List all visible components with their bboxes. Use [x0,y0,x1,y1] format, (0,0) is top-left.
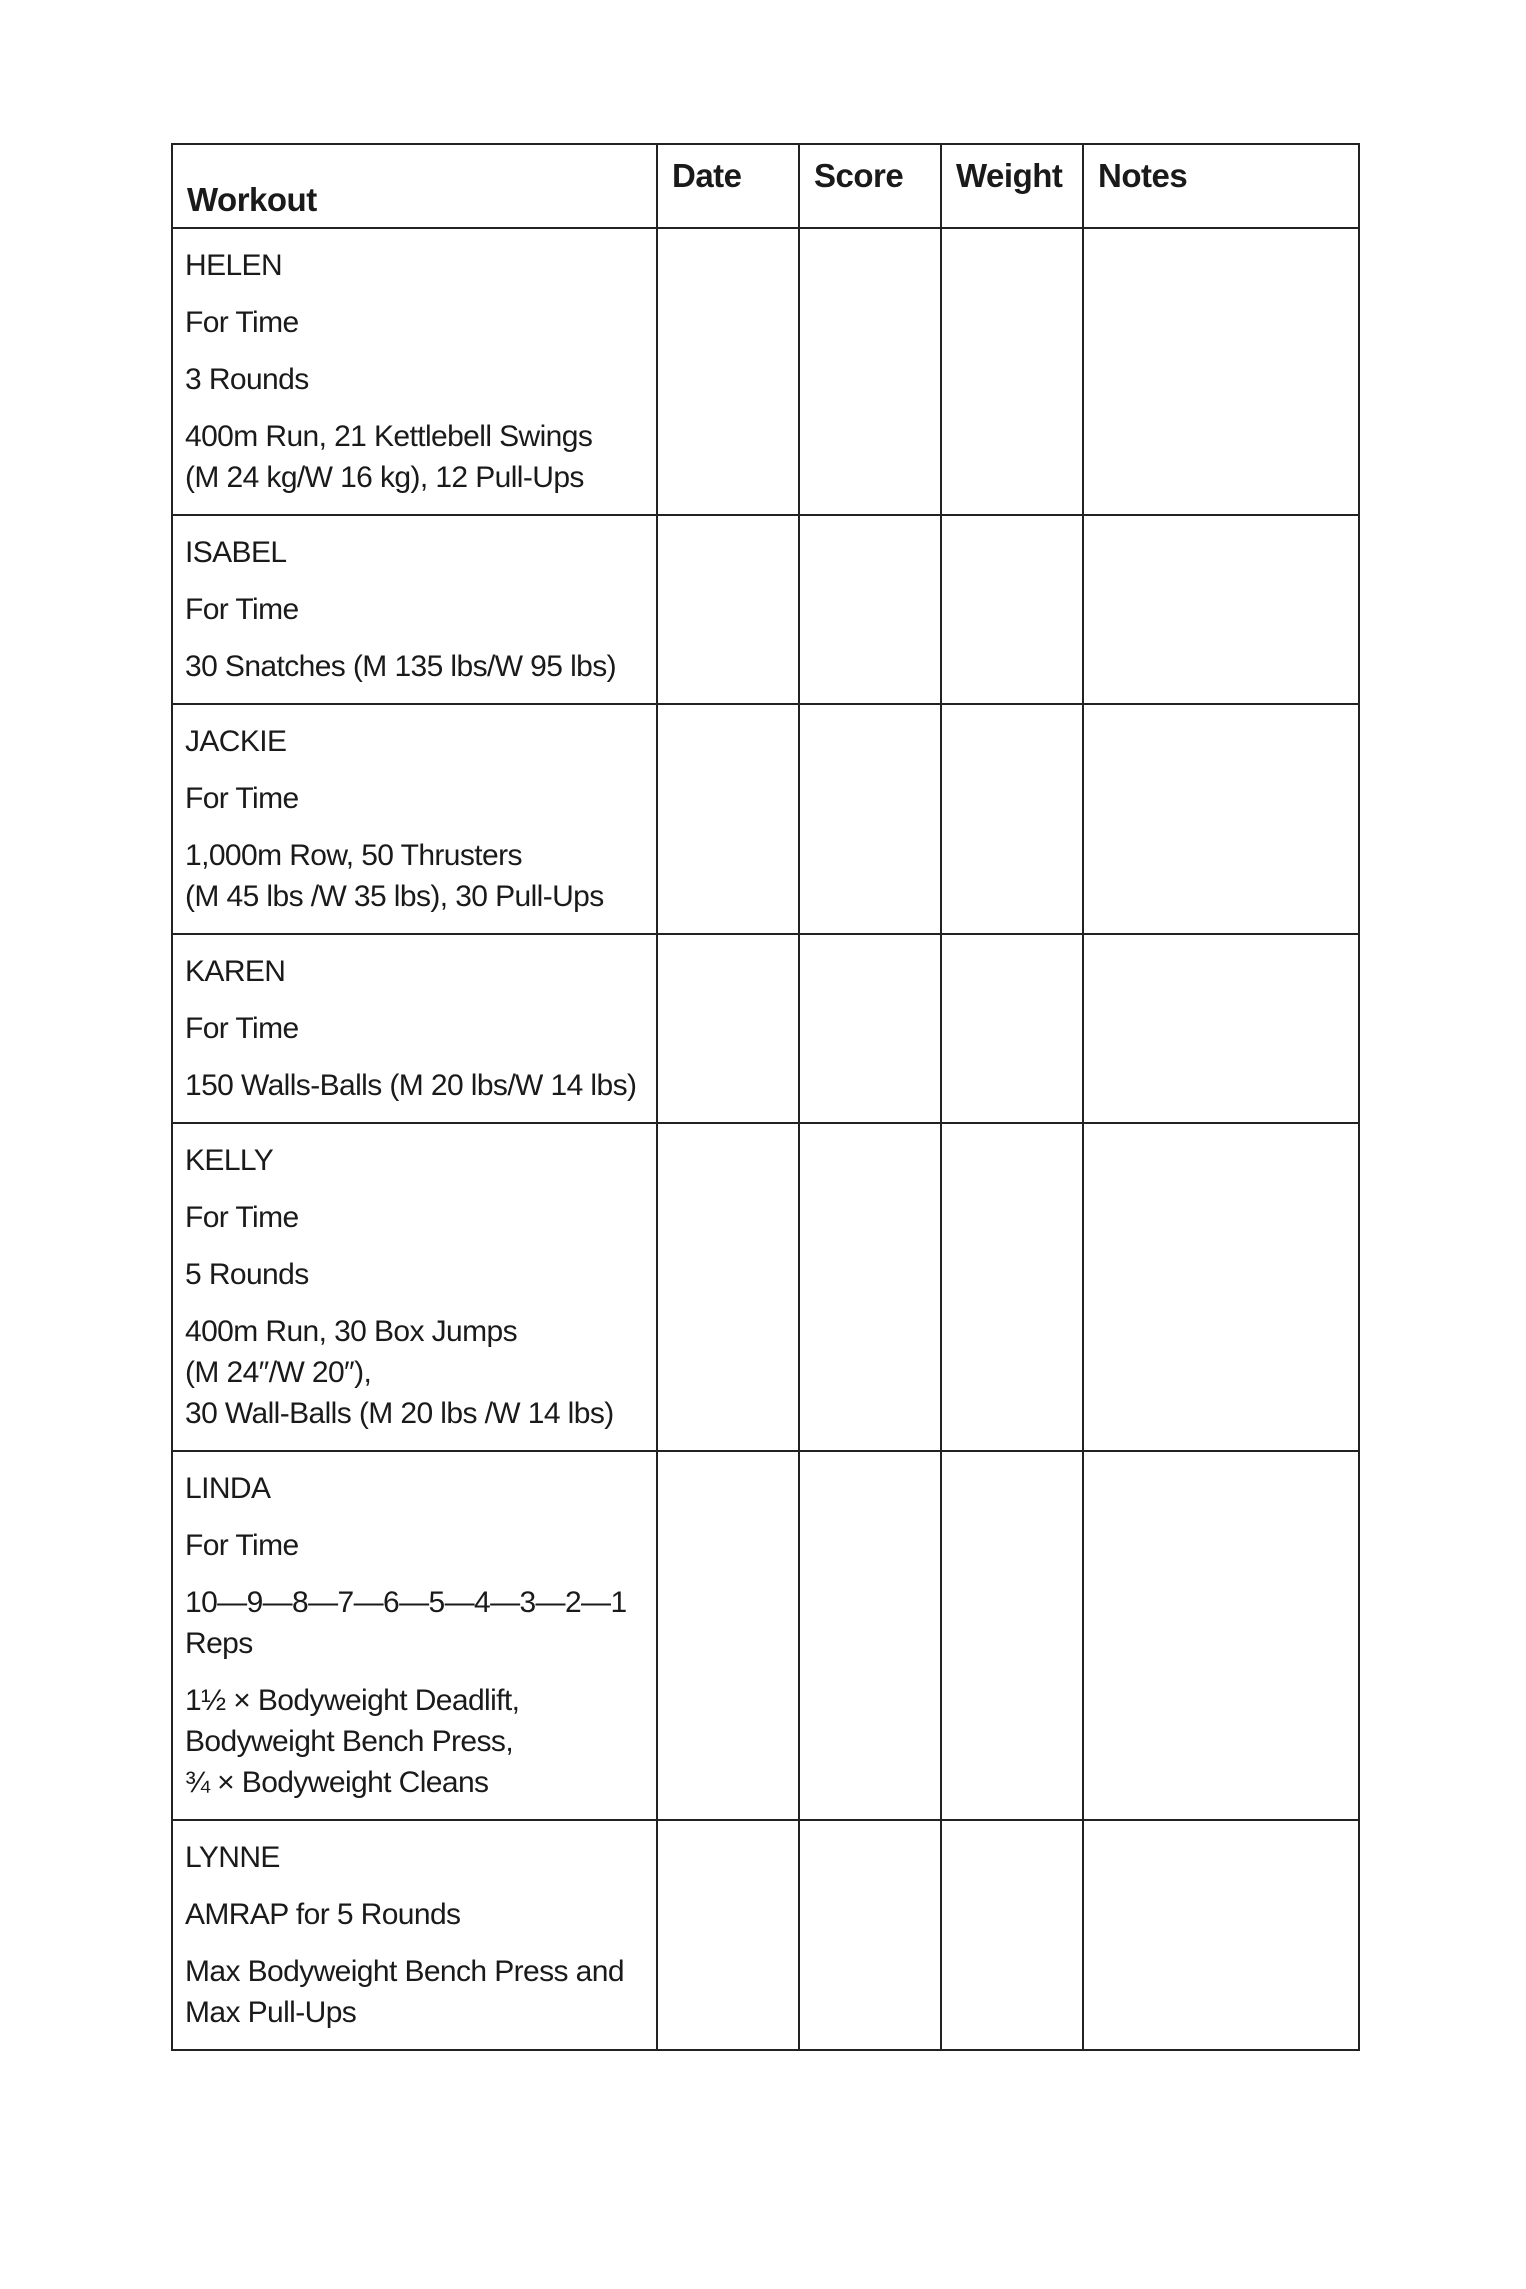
workout-type: For Time [185,1201,299,1234]
header-notes: Notes [1083,144,1359,228]
workout-description: 1½ × Bodyweight Deadlift, Bodyweight Bench Press, ¾ × Bodyweight Cleans [185,1684,520,1799]
table-row [172,228,1359,515]
notes-cell[interactable] [1083,1123,1359,1451]
notes-cell[interactable] [1083,228,1359,515]
workout-cell [172,228,657,515]
workout-name: KAREN [185,955,286,988]
workout-type: For Time [185,1529,299,1562]
workout-type: For Time [185,782,299,815]
date-cell[interactable] [657,515,799,704]
score-cell[interactable] [799,228,941,515]
workout-name: JACKIE [185,725,287,758]
workout-name: LYNNE [185,1841,280,1874]
weight-cell[interactable] [941,1123,1083,1451]
score-cell[interactable] [799,934,941,1123]
workout-name: ISABEL [185,536,287,569]
notes-cell[interactable] [1083,1820,1359,2050]
date-cell[interactable] [657,1451,799,1820]
workout-description: 400m Run, 30 Box Jumps (M 24″/W 20″), 30 Wall-Balls (M 20 lbs /W 14 lbs) [185,1315,614,1430]
score-cell[interactable] [799,1451,941,1820]
score-cell[interactable] [799,704,941,934]
notes-cell[interactable] [1083,1451,1359,1820]
workout-name: LINDA [185,1472,271,1505]
workout-name: HELEN [185,249,283,282]
table-row [172,1451,1359,1820]
date-cell[interactable] [657,1820,799,2050]
date-cell[interactable] [657,1123,799,1451]
notes-cell[interactable] [1083,515,1359,704]
workout-cell [172,1123,657,1451]
workout-log-table [171,143,1360,2051]
table-row [172,704,1359,934]
weight-cell[interactable] [941,1451,1083,1820]
date-cell[interactable] [657,934,799,1123]
notes-cell[interactable] [1083,934,1359,1123]
header-score: Score [799,144,941,228]
score-cell[interactable] [799,1820,941,2050]
workout-type: For Time [185,593,299,626]
header-row [172,144,1359,228]
workout-name: KELLY [185,1144,274,1177]
workout-type: For Time [185,306,299,339]
workout-description: 400m Run, 21 Kettlebell Swings (M 24 kg/W 16 kg), 12 Pull-Ups [185,420,593,494]
header-date: Date [657,144,799,228]
workout-cell [172,934,657,1123]
weight-cell[interactable] [941,1820,1083,2050]
workout-rows [172,228,1359,2050]
table-row [172,515,1359,704]
header-weight: Weight [941,144,1083,228]
weight-cell[interactable] [941,515,1083,704]
workout-cell [172,1451,657,1820]
workout-cell [172,515,657,704]
workout-description: 150 Walls-Balls (M 20 lbs/W 14 lbs) [185,1069,637,1102]
workout-rounds: 3 Rounds [185,363,309,396]
notes-cell[interactable] [1083,704,1359,934]
weight-cell[interactable] [941,704,1083,934]
score-cell[interactable] [799,1123,941,1451]
workout-rounds: 10—9—8—7—6—5—4—3—2—1 Reps [185,1586,627,1660]
workout-description: Max Bodyweight Bench Press and Max Pull-Ups [185,1955,624,2029]
table-row [172,934,1359,1123]
workout-type: For Time [185,1012,299,1045]
workout-description: 1,000m Row, 50 Thrusters (M 45 lbs /W 35 lbs), 30 Pull-Ups [185,839,604,913]
workout-type: AMRAP for 5 Rounds [185,1898,461,1931]
workout-cell [172,704,657,934]
date-cell[interactable] [657,704,799,934]
header-workout: Workout [172,144,657,228]
weight-cell[interactable] [941,228,1083,515]
workout-rounds: 5 Rounds [185,1258,309,1291]
weight-cell[interactable] [941,934,1083,1123]
table-row [172,1123,1359,1451]
workout-cell [172,1820,657,2050]
table-row [172,1820,1359,2050]
date-cell[interactable] [657,228,799,515]
workout-description: 30 Snatches (M 135 lbs/W 95 lbs) [185,650,617,683]
score-cell[interactable] [799,515,941,704]
